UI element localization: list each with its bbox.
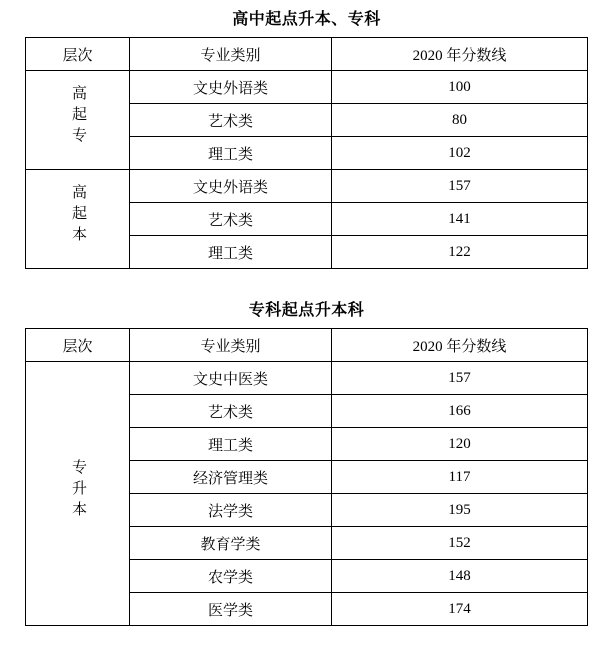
score-cell: 152 xyxy=(332,527,588,560)
score-cell: 120 xyxy=(332,428,588,461)
score-cell: 157 xyxy=(332,170,588,203)
table-header-row xyxy=(26,38,588,71)
level-label: 高起专 xyxy=(70,85,86,148)
major-cell: 理工类 xyxy=(130,428,332,461)
level-cell-zhuanshengben xyxy=(26,362,130,626)
major-cell: 理工类 xyxy=(130,137,332,170)
score-cell: 174 xyxy=(332,593,588,626)
major-cell: 艺术类 xyxy=(130,395,332,428)
score-table-zhuanshengben xyxy=(25,328,588,626)
score-cell: 141 xyxy=(332,203,588,236)
score-cell: 157 xyxy=(332,362,588,395)
major-cell: 文史中医类 xyxy=(130,362,332,395)
header-major: 专业类别 xyxy=(130,329,332,362)
major-cell: 艺术类 xyxy=(130,203,332,236)
header-level: 层次 xyxy=(26,329,130,362)
major-cell: 文史外语类 xyxy=(130,170,332,203)
score-cell: 166 xyxy=(332,395,588,428)
level-label: 高起本 xyxy=(70,184,86,247)
table-row xyxy=(26,71,588,104)
header-score: 2020 年分数线 xyxy=(332,329,588,362)
section-title-gaozhong: 高中起点升本、专科 xyxy=(232,11,381,28)
section-title-zhuanke: 专科起点升本科 xyxy=(248,302,365,319)
score-cell: 102 xyxy=(332,137,588,170)
major-cell: 理工类 xyxy=(130,236,332,269)
major-cell: 艺术类 xyxy=(130,104,332,137)
major-cell: 教育学类 xyxy=(130,527,332,560)
header-major: 专业类别 xyxy=(130,38,332,71)
major-cell: 医学类 xyxy=(130,593,332,626)
level-label: 专升本 xyxy=(70,458,86,522)
score-cell: 117 xyxy=(332,461,588,494)
major-cell: 农学类 xyxy=(130,560,332,593)
major-cell: 经济管理类 xyxy=(130,461,332,494)
table-row xyxy=(26,362,588,395)
major-cell: 法学类 xyxy=(130,494,332,527)
header-level: 层次 xyxy=(26,38,130,71)
score-cell: 100 xyxy=(332,71,588,104)
major-cell: 文史外语类 xyxy=(130,71,332,104)
level-cell-gaoqizhuan xyxy=(26,71,130,170)
level-cell-gaoqiben xyxy=(26,170,130,269)
header-score: 2020 年分数线 xyxy=(332,38,588,71)
score-cell: 148 xyxy=(332,560,588,593)
score-cell: 195 xyxy=(332,494,588,527)
score-table-gaozhong xyxy=(25,37,588,269)
score-cell: 122 xyxy=(332,236,588,269)
score-cell: 80 xyxy=(332,104,588,137)
table-row xyxy=(26,170,588,203)
table-header-row xyxy=(26,329,588,362)
